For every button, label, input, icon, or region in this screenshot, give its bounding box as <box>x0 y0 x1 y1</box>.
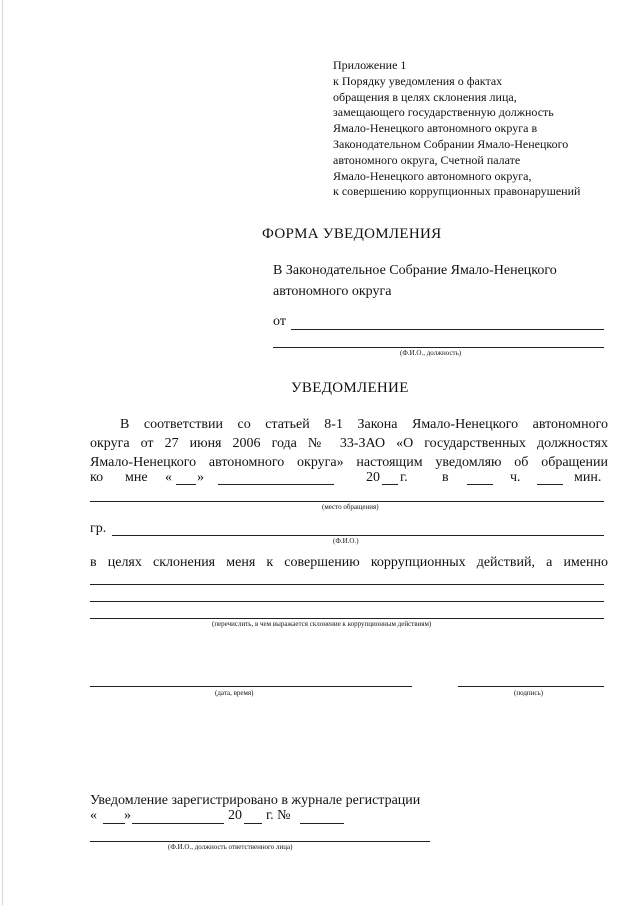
reg-close-quote: » <box>124 808 131 823</box>
addressee-line: В Законодательное Собрание Ямало-Ненецкого <box>273 263 557 278</box>
hour-field[interactable] <box>467 484 493 485</box>
from-label: от <box>273 314 286 329</box>
addressee-line: автономного округа <box>273 284 392 299</box>
details-field-line-1[interactable] <box>90 584 604 585</box>
reg-open-quote: « <box>90 808 97 823</box>
close-quote: » <box>197 470 204 485</box>
citizen-label: гр. <box>90 521 107 536</box>
appendix-block <box>333 58 580 200</box>
from-name-field[interactable] <box>291 329 604 330</box>
date-time-field[interactable] <box>90 686 412 687</box>
word-min: мин. <box>574 470 602 485</box>
reg-number-field[interactable] <box>300 823 344 824</box>
reg-year-field[interactable] <box>244 823 262 824</box>
appendix-line: обращения в целях склонения лица, <box>333 89 517 104</box>
form-title: ФОРМА УВЕДОМЛЕНИЯ <box>262 226 442 242</box>
details-field-line-2[interactable] <box>90 601 604 602</box>
responsible-caption: (Ф.И.О., должность ответственного лица) <box>168 843 293 851</box>
appeal-datetime-row <box>90 470 608 490</box>
year-field[interactable] <box>382 484 398 485</box>
body-line: В соответствии со статьей 8-1 Закона Ямало-Ненецкого автономного <box>120 417 608 432</box>
word-g: г. <box>400 470 408 485</box>
responsible-person-field[interactable] <box>90 841 430 842</box>
citizen-caption: (Ф.И.О.) <box>333 537 359 545</box>
registration-row <box>90 808 390 828</box>
appendix-line: автономного округа, Счетной палате <box>333 152 521 167</box>
from-position-field[interactable] <box>273 347 604 348</box>
addressee-block <box>273 260 557 302</box>
notice-body <box>90 415 608 472</box>
notice-title: УВЕДОМЛЕНИЕ <box>291 380 409 396</box>
registration-text: Уведомление зарегистрировано в журнале регистрации <box>90 793 421 808</box>
date-caption: (дата, время) <box>215 689 254 697</box>
appendix-line: Ямало-Ненецкого автономного округа в <box>333 121 538 136</box>
appendix-line: к совершению коррупционных правонарушений <box>333 184 581 199</box>
purpose-text: в целях склонения меня к совершению коррупционных действий, а именно <box>90 555 608 570</box>
reg-day-field[interactable] <box>103 823 125 824</box>
minute-field[interactable] <box>537 484 563 485</box>
appendix-line: к Порядку уведомления о фактах <box>333 73 503 88</box>
details-field-line-3[interactable] <box>90 618 604 619</box>
body-line: Ямало-Ненецкого автономного округа» настоящим уведомляю об обращении <box>90 455 608 470</box>
place-field[interactable] <box>90 501 604 502</box>
day-field[interactable] <box>176 484 196 485</box>
body-line: округа от 27 июня 2006 года № 33-ЗАО «О государственных должностях <box>90 436 608 451</box>
appendix-line: Ямало-Ненецкого автономного округа, <box>333 168 532 183</box>
word-mne: мне <box>125 470 148 485</box>
enumerate-caption: (перечислить, в чем выражается склонение к коррупционным действиям) <box>212 620 432 628</box>
reg-year-prefix: 20 <box>228 808 242 823</box>
appendix-line: Законодательном Собрании Ямало-Ненецкого <box>333 136 569 151</box>
place-caption: (место обращения) <box>322 503 379 511</box>
appendix-line: Приложение 1 <box>333 58 407 72</box>
reg-number-label: г. № <box>266 808 291 823</box>
reg-month-field[interactable] <box>132 823 224 824</box>
year-prefix: 20 <box>366 470 380 485</box>
appendix-line: замещающего государственную должность <box>333 105 554 120</box>
month-field[interactable] <box>218 484 334 485</box>
signature-caption: (подпись) <box>514 689 544 697</box>
word-ch: ч. <box>510 470 521 485</box>
from-caption: (Ф.И.О., должность) <box>400 349 462 357</box>
page-edge <box>2 0 3 905</box>
signature-field[interactable] <box>458 686 604 687</box>
word-ko: ко <box>90 470 104 485</box>
word-v: в <box>442 470 449 485</box>
open-quote: « <box>165 470 172 485</box>
citizen-name-field[interactable] <box>112 535 604 536</box>
